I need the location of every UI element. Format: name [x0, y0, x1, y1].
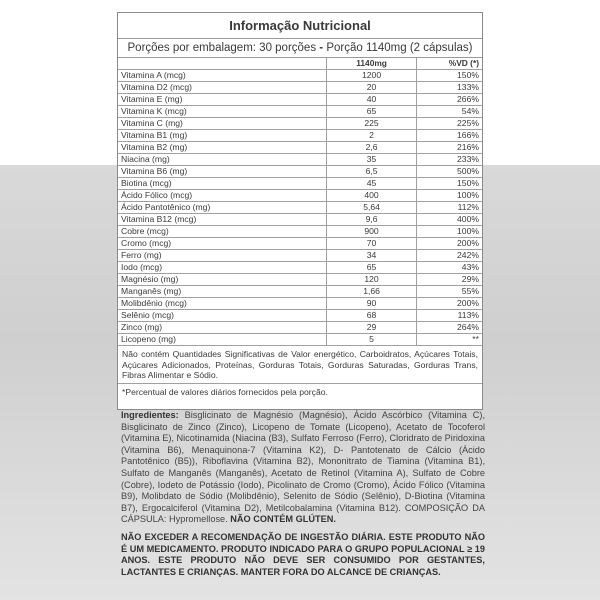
nutrient-name: Cobre (mcg)	[118, 226, 327, 238]
nutrient-name: Ferro (mg)	[118, 250, 327, 262]
nutrient-name: Vitamina C (mg)	[118, 118, 327, 130]
servings-dash: -	[319, 42, 327, 54]
nutrient-dv: 216%	[416, 142, 482, 154]
nutrient-dv: 400%	[416, 214, 482, 226]
nutrient-dv: 113%	[416, 310, 482, 322]
table-row	[118, 286, 482, 298]
table-row	[118, 70, 482, 82]
nutrient-amount: 65	[327, 106, 416, 118]
nutrient-name: Licopeno (mg)	[118, 334, 327, 346]
nutrient-name: Selênio (mcg)	[118, 310, 327, 322]
column-header-nutrient	[118, 58, 327, 70]
table-row	[118, 250, 482, 262]
table-row	[118, 94, 482, 106]
nutrient-name: Vitamina D2 (mcg)	[118, 82, 327, 94]
table-row	[118, 262, 482, 274]
nutrient-dv: 100%	[416, 190, 482, 202]
portion-text: Porção 1140mg (2 cápsulas)	[326, 42, 473, 54]
nutrition-table	[118, 58, 482, 346]
nutrient-amount: 2,6	[327, 142, 416, 154]
nutrient-name: Molibdênio (mcg)	[118, 298, 327, 310]
table-row	[118, 226, 482, 238]
nutrient-dv: **	[416, 334, 482, 346]
table-row	[118, 214, 482, 226]
servings-text: Porções por embalagem: 30 porções	[127, 42, 320, 54]
nutrient-amount: 35	[327, 154, 416, 166]
nutrient-amount: 1200	[327, 70, 416, 82]
nutrient-amount: 5	[327, 334, 416, 346]
column-header-dv: %VD (*)	[416, 58, 482, 70]
nutrient-dv: 29%	[416, 274, 482, 286]
nutrient-dv: 54%	[416, 106, 482, 118]
nutrient-amount: 20	[327, 82, 416, 94]
nutrient-amount: 9,6	[327, 214, 416, 226]
nutrient-dv: 55%	[416, 286, 482, 298]
table-row	[118, 106, 482, 118]
nutrient-name: Vitamina B12 (mcg)	[118, 214, 327, 226]
table-row	[118, 130, 482, 142]
nutrient-name: Cromo (mcg)	[118, 238, 327, 250]
nutrient-name: Vitamina E (mg)	[118, 94, 327, 106]
nutrient-name: Ácido Pantotênico (mg)	[118, 202, 327, 214]
nutrient-name: Ácido Fólico (mcg)	[118, 190, 327, 202]
nutrient-amount: 34	[327, 250, 416, 262]
nutrition-title: Informação Nutricional	[118, 13, 482, 39]
nutrient-amount: 5,64	[327, 202, 416, 214]
table-header-row	[118, 58, 482, 70]
nutrient-amount: 90	[327, 298, 416, 310]
nutrient-dv: 133%	[416, 82, 482, 94]
nutrient-dv: 43%	[416, 262, 482, 274]
table-row	[118, 142, 482, 154]
nutrient-dv: 242%	[416, 250, 482, 262]
table-row	[118, 178, 482, 190]
nutrient-name: Manganês (mg)	[118, 286, 327, 298]
nutrient-name: Vitamina A (mcg)	[118, 70, 327, 82]
nutrient-amount: 6,5	[327, 166, 416, 178]
table-row	[118, 322, 482, 334]
nutrient-amount: 65	[327, 262, 416, 274]
nutrient-name: Niacina (mg)	[118, 154, 327, 166]
nutrient-name: Vitamina B6 (mg)	[118, 166, 327, 178]
table-row	[118, 298, 482, 310]
nutrient-dv: 500%	[416, 166, 482, 178]
nutrient-dv: 150%	[416, 70, 482, 82]
nutrient-amount: 120	[327, 274, 416, 286]
dv-footnote: *Percentual de valores diários fornecidos pela porção.	[122, 386, 328, 397]
nutrient-name: Biotina (mcg)	[118, 178, 327, 190]
nutrient-dv: 166%	[416, 130, 482, 142]
nutrient-name: Iodo (mcg)	[118, 262, 327, 274]
nutrient-amount: 45	[327, 178, 416, 190]
nutrient-name: Magnésio (mg)	[118, 274, 327, 286]
nutrient-dv: 233%	[416, 154, 482, 166]
ingredients-text: Bisglicinato de Magnésio (Magnésio), Ácido Ascórbico (Vitamina C), Bisglicinato de Zinco (Zinco), Licopeno de Tomate (Licopeno), Acetato de Tocoferol (Vitamina E), Nicotinamida (Niacina (B3), Sulfato Ferroso (Ferro), Cloridrato de Piridoxina (Vitamina B6), Menaquinona-7 (Vitamina K2), D- Pantotenato de Cálcio (Ácido Pantotênico (B5)), Riboflavina (Vitamina B2), Mononitrato de Tiamina (Vitamina B1), Sulfato de Manganês (Manganês), Acetato de Retinol (Vitamina A), Sulfato de Cobre (Cobre), Iodeto de Potássio (Iodo), Picolinato de Cromo (Cromo), Ácido Fólico (Vitamina B9), Molibdato de Sódio (Molibdênio), Selenito de Sódio (Selênio), D-Biotina (Vitamina B7), Ergocalciferol (Vitamina D2), Metilcobalamina (Vitamina B12). COMPOSIÇÃO DA CÁPSULA: Hypromellose.	[121, 410, 485, 525]
nutrient-dv: 200%	[416, 298, 482, 310]
nutrient-amount: 2	[327, 130, 416, 142]
ingredients-label: Ingredientes:	[121, 410, 179, 420]
nutrition-rows	[118, 70, 482, 346]
table-row	[118, 154, 482, 166]
nutrient-dv: 100%	[416, 226, 482, 238]
table-row	[118, 202, 482, 214]
table-row	[118, 118, 482, 130]
nutrient-amount: 29	[327, 322, 416, 334]
table-row	[118, 82, 482, 94]
ingredients-block	[121, 410, 485, 526]
table-row	[118, 190, 482, 202]
nutrient-amount: 40	[327, 94, 416, 106]
table-row	[118, 238, 482, 250]
table-row	[118, 310, 482, 322]
nutrient-name: Vitamina B2 (mg)	[118, 142, 327, 154]
table-row	[118, 334, 482, 346]
column-header-amount: 1140mg	[327, 58, 416, 70]
nutrient-dv: 225%	[416, 118, 482, 130]
nutrient-dv: 112%	[416, 202, 482, 214]
nutrient-name: Vitamina B1 (mg)	[118, 130, 327, 142]
nutrient-dv: 264%	[416, 322, 482, 334]
nutrient-amount: 68	[327, 310, 416, 322]
table-row	[118, 166, 482, 178]
nutrient-amount: 900	[327, 226, 416, 238]
table-row	[118, 274, 482, 286]
gluten-statement: NÃO CONTÉM GLÚTEN.	[230, 514, 336, 525]
not-significant-note: Não contém Quantidades Significativas de Valor energético, Carboidratos, Açúcares Totais, Açúcares Adicionados, Proteínas, Gorduras Totais, Gorduras Saturadas, Gorduras Trans, Fibras Alimentar e Sódio.	[118, 346, 482, 384]
nutrient-dv: 266%	[416, 94, 482, 106]
nutrient-amount: 225	[327, 118, 416, 130]
nutrient-name: Vitamina K (mcg)	[118, 106, 327, 118]
nutrient-amount: 1,66	[327, 286, 416, 298]
nutrient-dv: 150%	[416, 178, 482, 190]
nutrient-amount: 70	[327, 238, 416, 250]
nutrient-name: Zinco (mg)	[118, 322, 327, 334]
nutrient-amount: 400	[327, 190, 416, 202]
servings-line	[118, 39, 482, 58]
nutrient-dv: 200%	[416, 238, 482, 250]
nutrition-facts-panel	[117, 12, 483, 410]
warning-text: NÃO EXCEDER A RECOMENDAÇÃO DE INGESTÃO DIÁRIA. ESTE PRODUTO NÃO É UM MEDICAMENTO. PRODUTO INDICADO PARA O GRUPO POPULACIONAL ≥ 19 ANOS. ESTE PRODUTO NÃO DEVE SER CONSUMIDO POR GESTANTES, LACTANTES E CRIANÇAS. MANTER FORA DO ALCANCE DE CRIANÇAS.	[121, 532, 485, 577]
